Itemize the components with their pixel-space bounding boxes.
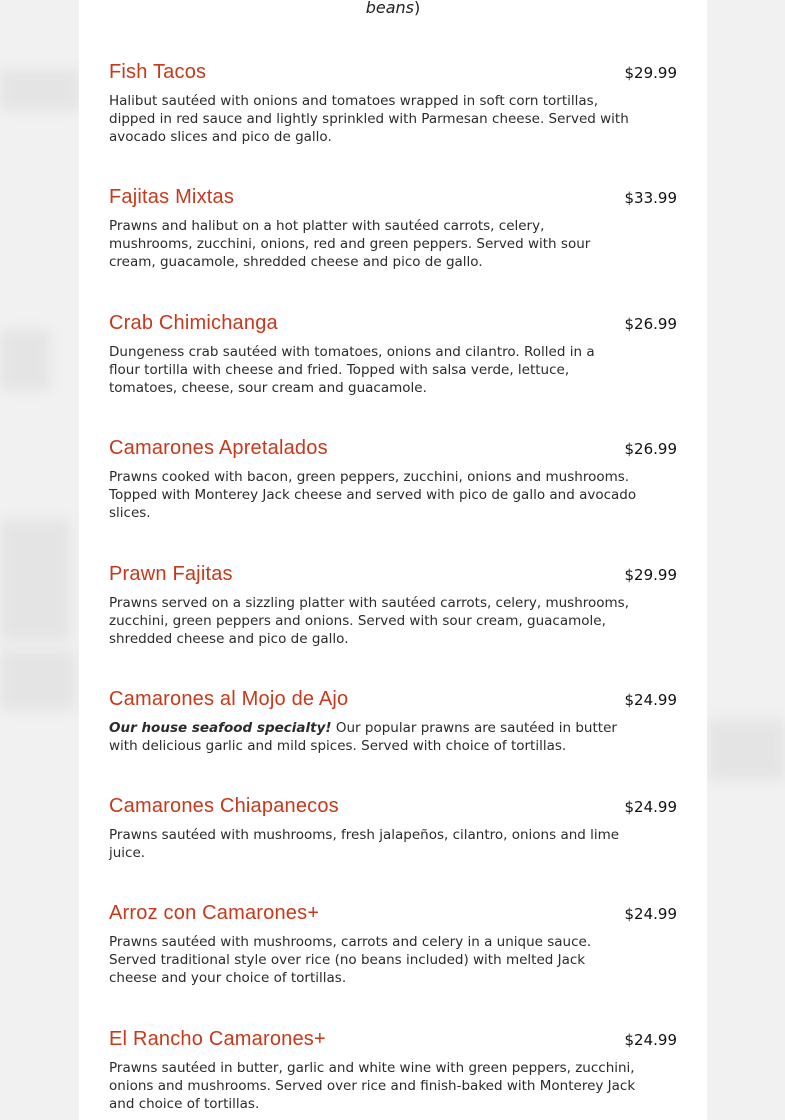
item-price: $24.99 <box>624 691 677 709</box>
item-price: $26.99 <box>624 440 677 458</box>
item-price: $24.99 <box>624 1031 677 1049</box>
item-price: $26.99 <box>624 315 677 333</box>
item-price: $33.99 <box>624 189 677 207</box>
item-name: Camarones Apretalados <box>109 437 328 459</box>
item-name: Prawn Fajitas <box>109 563 233 585</box>
menu-page <box>79 0 707 1120</box>
item-description: Prawns sautéed in butter, garlic and white wine with green peppers, zucchini, onions and mushrooms. Served over rice and finish-baked with Monterey Jack and choice of tortillas. <box>109 1060 636 1112</box>
menu-item-fish-tacos <box>109 61 677 161</box>
menu-item-camarones-al-mojo-de-ajo <box>109 688 677 778</box>
item-price: $29.99 <box>624 566 677 584</box>
menu-item-camarones-apretalados <box>109 437 677 537</box>
item-description: Prawns cooked with bacon, green peppers, zucchini, onions and mushrooms. Topped with Monterey Jack cheese and served with pico de gallo and avocado slices. <box>109 469 637 521</box>
item-name: El Rancho Camarones+ <box>109 1028 326 1050</box>
item-price: $24.99 <box>624 798 677 816</box>
item-description: Halibut sautéed with onions and tomatoes wrapped in soft corn tortillas, dipped in red sauce and lightly sprinkled with Parmesan cheese. Served with avocado slices and pico de gallo. <box>109 93 629 145</box>
item-description: Prawns sautéed with mushrooms, carrots and celery in a unique sauce. Served traditional style over rice (no beans included) with melted Jack cheese and your choice of tortillas. <box>109 934 592 986</box>
menu-item-prawn-fajitas <box>109 563 677 663</box>
previous-item-note <box>79 0 707 17</box>
item-price: $24.99 <box>624 905 677 923</box>
item-name: Camarones al Mojo de Ajo <box>109 688 349 710</box>
item-name: Arroz con Camarones+ <box>109 902 320 924</box>
item-description: Dungeness crab sautéed with tomatoes, onions and cilantro. Rolled in a flour tortilla with cheese and fried. Topped with salsa verde, lettuce, tomatoes, cheese, sour cream and guacamole. <box>109 344 595 396</box>
house-specialty-emphasis: Our house seafood specialty! <box>109 720 332 736</box>
item-description: Prawns sautéed with mushrooms, fresh jalapeños, cilantro, onions and lime juice. <box>109 827 620 861</box>
note-text: beans <box>365 0 415 17</box>
note-close: ) <box>414 0 421 17</box>
menu-item-camarones-chiapanecos <box>109 795 677 885</box>
item-description <box>109 719 637 755</box>
item-description: Prawns served on a sizzling platter with sautéed carrots, celery, mushrooms, zucchini, green peppers and onions. Served with sour cream, guacamole, shredded cheese and pico de gallo. <box>109 595 630 647</box>
item-name: Camarones Chiapanecos <box>109 795 339 817</box>
menu-item-fajitas-mixtas <box>109 186 677 286</box>
description-text: Our popular prawns are sautéed in butter with delicious garlic and mild spices. Served with choice of tortillas. <box>109 720 617 754</box>
item-price: $29.99 <box>624 64 677 82</box>
item-name: Crab Chimichanga <box>109 312 278 334</box>
menu-item-arroz-con-camarones <box>109 902 677 1002</box>
item-name: Fish Tacos <box>109 61 207 83</box>
item-description: Prawns and halibut on a hot platter with sautéed carrots, celery, mushrooms, zucchini, onions, red and green peppers. Served with sour cream, guacamole, shredded cheese and pico de gallo. <box>109 218 591 270</box>
menu-item-el-rancho-camarones <box>109 1028 677 1120</box>
item-name: Fajitas Mixtas <box>109 186 235 208</box>
menu-item-crab-chimichanga <box>109 312 677 412</box>
